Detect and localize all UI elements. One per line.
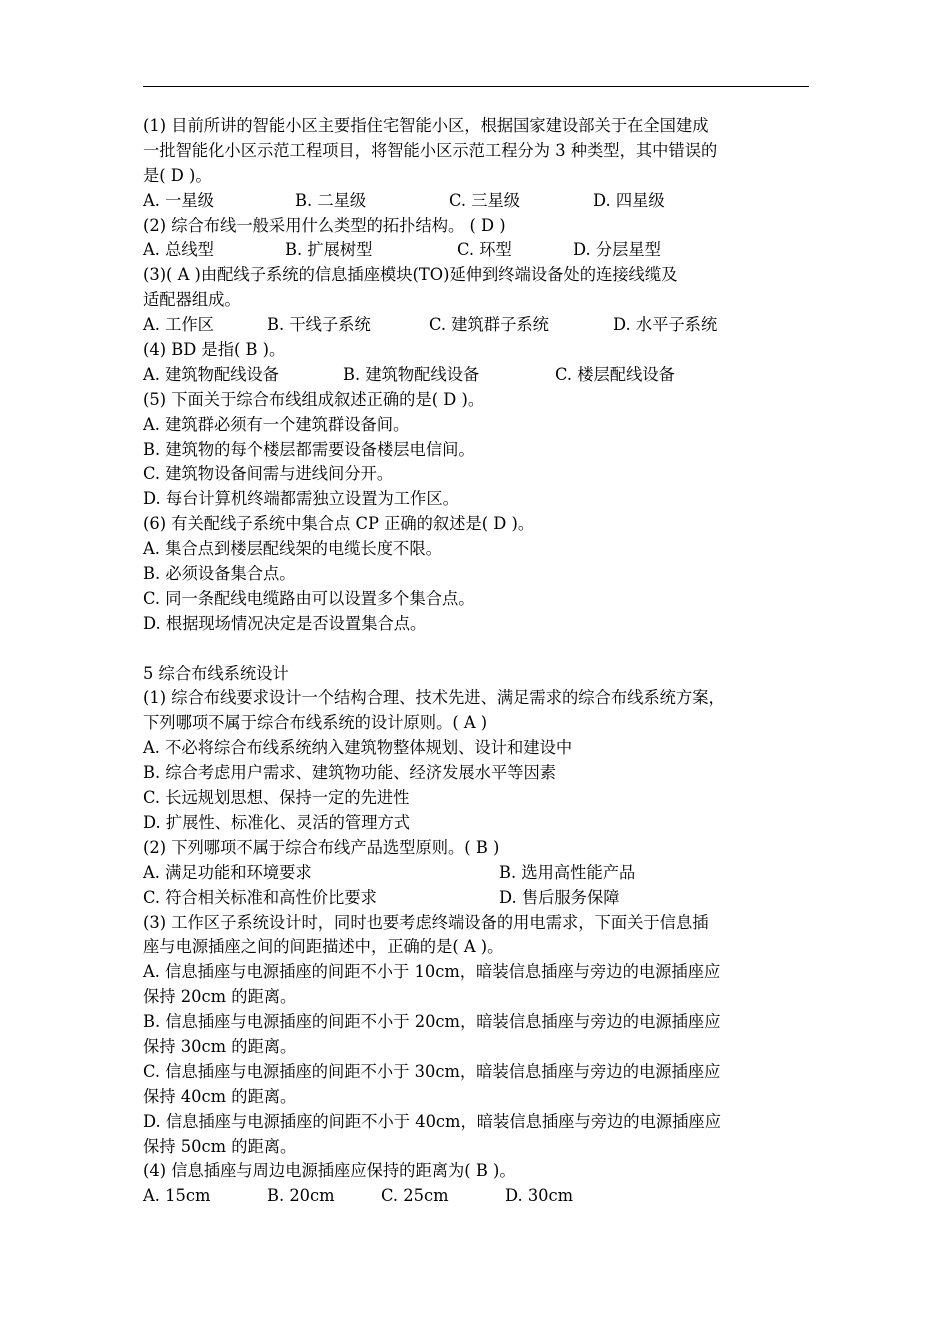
question-text: 是( D )。 [143, 165, 212, 185]
question-text: (4) BD 是指( B )。 [143, 340, 286, 360]
question-4-6 [143, 512, 815, 636]
option-d: D. 扩展性、标准化、灵活的管理方式 [143, 812, 411, 832]
options-row [143, 238, 815, 263]
question-text: (4) 信息插座与周边电源插座应保持的距离为( B )。 [143, 1161, 516, 1181]
option-a: A. 集合点到楼层配线架的电缆长度不限。 [143, 539, 442, 559]
options-row [143, 886, 815, 911]
option-d: D. 售后服务保障 [499, 887, 620, 907]
question-text: (1) 综合布线要求设计一个结构合理、技术先进、满足需求的综合布线系统方案， [143, 688, 725, 708]
option-c-cont: 保持 40cm 的距离。 [143, 1086, 297, 1106]
option-a: A. 工作区 [143, 315, 214, 335]
question-text: (3) 工作区子系统设计时，同时也要考虑终端设备的用电需求，下面关于信息插 [143, 912, 709, 932]
option-c: C. 三星级 [449, 190, 521, 210]
options-row [143, 313, 815, 338]
option-d: D. 每台计算机终端都需独立设置为工作区。 [143, 489, 459, 509]
option-d: D. 信息插座与电源插座的间距不小于 40cm，暗装信息插座与旁边的电源插座应 [143, 1111, 721, 1131]
question-text: (2) 综合布线一般采用什么类型的拓扑结构。 ( D ) [143, 215, 506, 235]
options-row [143, 363, 815, 388]
question-4-3 [143, 263, 815, 338]
option-b: B. 建筑物配线设备 [343, 364, 480, 384]
options-row [143, 1184, 815, 1209]
question-4-4 [143, 338, 815, 388]
option-b: B. 二星级 [295, 190, 367, 210]
option-a: A. 15cm [143, 1186, 211, 1206]
question-text: (2) 下列哪项不属于综合布线产品选型原则。( B ) [143, 837, 500, 857]
option-c: C. 25cm [381, 1186, 449, 1206]
options-row [143, 189, 815, 214]
option-b: B. 建筑物的每个楼层都需要设备楼层电信间。 [143, 439, 475, 459]
option-c: C. 符合相关标准和高性价比要求 [143, 887, 377, 907]
option-b-cont: 保持 30cm 的距离。 [143, 1036, 297, 1056]
option-b: B. 干线子系统 [267, 315, 371, 335]
question-text: 下列哪项不属于综合布线系统的设计原则。( A ) [143, 713, 488, 733]
option-a: A. 建筑物配线设备 [143, 364, 280, 384]
option-a: A. 总线型 [143, 240, 214, 260]
question-text: 适配器组成。 [143, 290, 241, 310]
document-body [143, 114, 815, 1209]
option-a: A. 不必将综合布线系统纳入建筑物整体规划、设计和建设中 [143, 738, 573, 758]
option-d: D. 根据现场情况决定是否设置集合点。 [143, 613, 427, 633]
option-b: B. 必须设备集合点。 [143, 564, 296, 584]
option-a: A. 一星级 [143, 190, 214, 210]
option-a: A. 满足功能和环境要求 [143, 862, 312, 882]
option-b: B. 扩展树型 [285, 240, 373, 260]
option-b: B. 选用高性能产品 [499, 862, 636, 882]
option-d: D. 水平子系统 [613, 315, 718, 335]
option-c: C. 楼层配线设备 [555, 364, 675, 384]
option-a: A. 信息插座与电源插座的间距不小于 10cm，暗装信息插座与旁边的电源插座应 [143, 962, 721, 982]
question-5-1 [143, 686, 815, 835]
question-text: (5) 下面关于综合布线组成叙述正确的是( D )。 [143, 389, 485, 409]
section-heading: 5 综合布线系统设计 [143, 663, 289, 683]
question-5-2 [143, 836, 815, 911]
option-d: D. 四星级 [593, 190, 665, 210]
question-text: (6) 有关配线子系统中集合点 CP 正确的叙述是( D )。 [143, 514, 535, 534]
question-text: (1) 目前所讲的智能小区主要指住宅智能小区，根据国家建设部关于在全国建成 [143, 116, 709, 135]
option-b: B. 综合考虑用户需求、建筑物功能、经济发展水平等因素 [143, 763, 557, 783]
option-d: D. 30cm [505, 1186, 574, 1206]
option-c: C. 建筑群子系统 [429, 315, 549, 335]
option-b: B. 信息插座与电源插座的间距不小于 20cm，暗装信息插座与旁边的电源插座应 [143, 1012, 721, 1032]
option-b: B. 20cm [267, 1186, 335, 1206]
option-c: C. 建筑物设备间需与进线间分开。 [143, 464, 394, 484]
question-5-4 [143, 1159, 815, 1209]
question-4-1 [143, 114, 815, 214]
header-rule [143, 86, 809, 87]
option-c: C. 长远规划思想、保持一定的先进性 [143, 788, 410, 808]
spacer [143, 637, 815, 662]
question-4-2 [143, 214, 815, 264]
option-a-cont: 保持 20cm 的距离。 [143, 987, 297, 1007]
option-c: C. 同一条配线电缆路由可以设置多个集合点。 [143, 588, 475, 608]
option-c: C. 信息插座与电源插座的间距不小于 30cm，暗装信息插座与旁边的电源插座应 [143, 1061, 721, 1081]
option-d: D. 分层星型 [573, 240, 661, 260]
option-c: C. 环型 [457, 240, 512, 260]
question-text: (3)( A )由配线子系统的信息插座模块(TO)延伸到终端设备处的连接线缆及 [143, 265, 678, 285]
question-5-3 [143, 911, 815, 1160]
question-text: 一批智能化小区示范工程项目，将智能小区示范工程分为 3 种类型，其中错误的 [143, 140, 718, 160]
question-4-5 [143, 388, 815, 512]
option-d-cont: 保持 50cm 的距离。 [143, 1136, 297, 1156]
option-a: A. 建筑群必须有一个建筑群设备间。 [143, 414, 410, 434]
options-row [143, 861, 815, 886]
question-text: 座与电源插座之间的间距描述中，正确的是( A )。 [143, 937, 504, 957]
